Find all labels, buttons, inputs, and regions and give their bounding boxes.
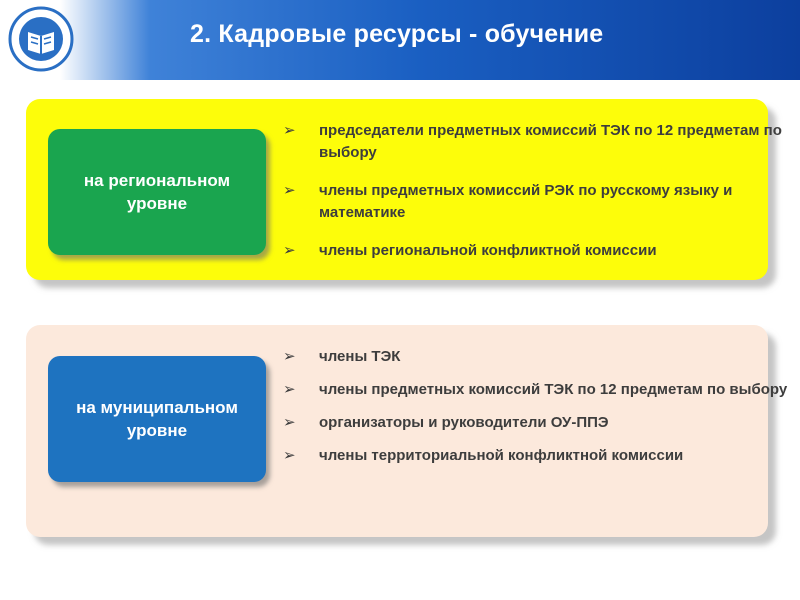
page-title: 2. Кадровые ресурсы - обучение: [190, 20, 604, 48]
list-item: ➢ председатели предметных комиссий ТЭК по 12 предметам по выбору: [283, 122, 782, 161]
arrowhead-bullet-icon: ➢: [283, 447, 296, 464]
list-item: ➢ члены ТЭК: [283, 346, 787, 368]
list-item: ➢ члены региональной конфликтной комиссии: [283, 240, 800, 262]
list-item: ➢ члены территориальной конфликтной комиссии: [283, 445, 787, 467]
municipal-level-box: [48, 356, 266, 482]
slide-header: [0, 0, 800, 80]
regional-level-label: на региональном уровне: [83, 171, 231, 213]
list-item: ➢ члены предметных комиссий РЭК по русскому языку и математике: [283, 182, 733, 221]
regional-level-box: [48, 129, 266, 255]
municipal-level-label: на муниципальном уровне: [76, 398, 238, 440]
municipal-list: [283, 346, 787, 478]
arrowhead-bullet-icon: ➢: [283, 182, 296, 199]
arrowhead-bullet-icon: ➢: [283, 242, 296, 259]
arrowhead-bullet-icon: ➢: [283, 122, 296, 139]
list-item: ➢ организаторы и руководители ОУ-ППЭ: [283, 412, 787, 434]
arrowhead-bullet-icon: ➢: [283, 414, 296, 431]
arrowhead-bullet-icon: ➢: [283, 381, 296, 398]
regional-list: [283, 120, 800, 278]
list-item: ➢ члены предметных комиссий ТЭК по 12 предметам по выбору: [283, 379, 787, 401]
education-emblem-logo: [8, 6, 74, 72]
arrowhead-bullet-icon: ➢: [283, 348, 296, 365]
